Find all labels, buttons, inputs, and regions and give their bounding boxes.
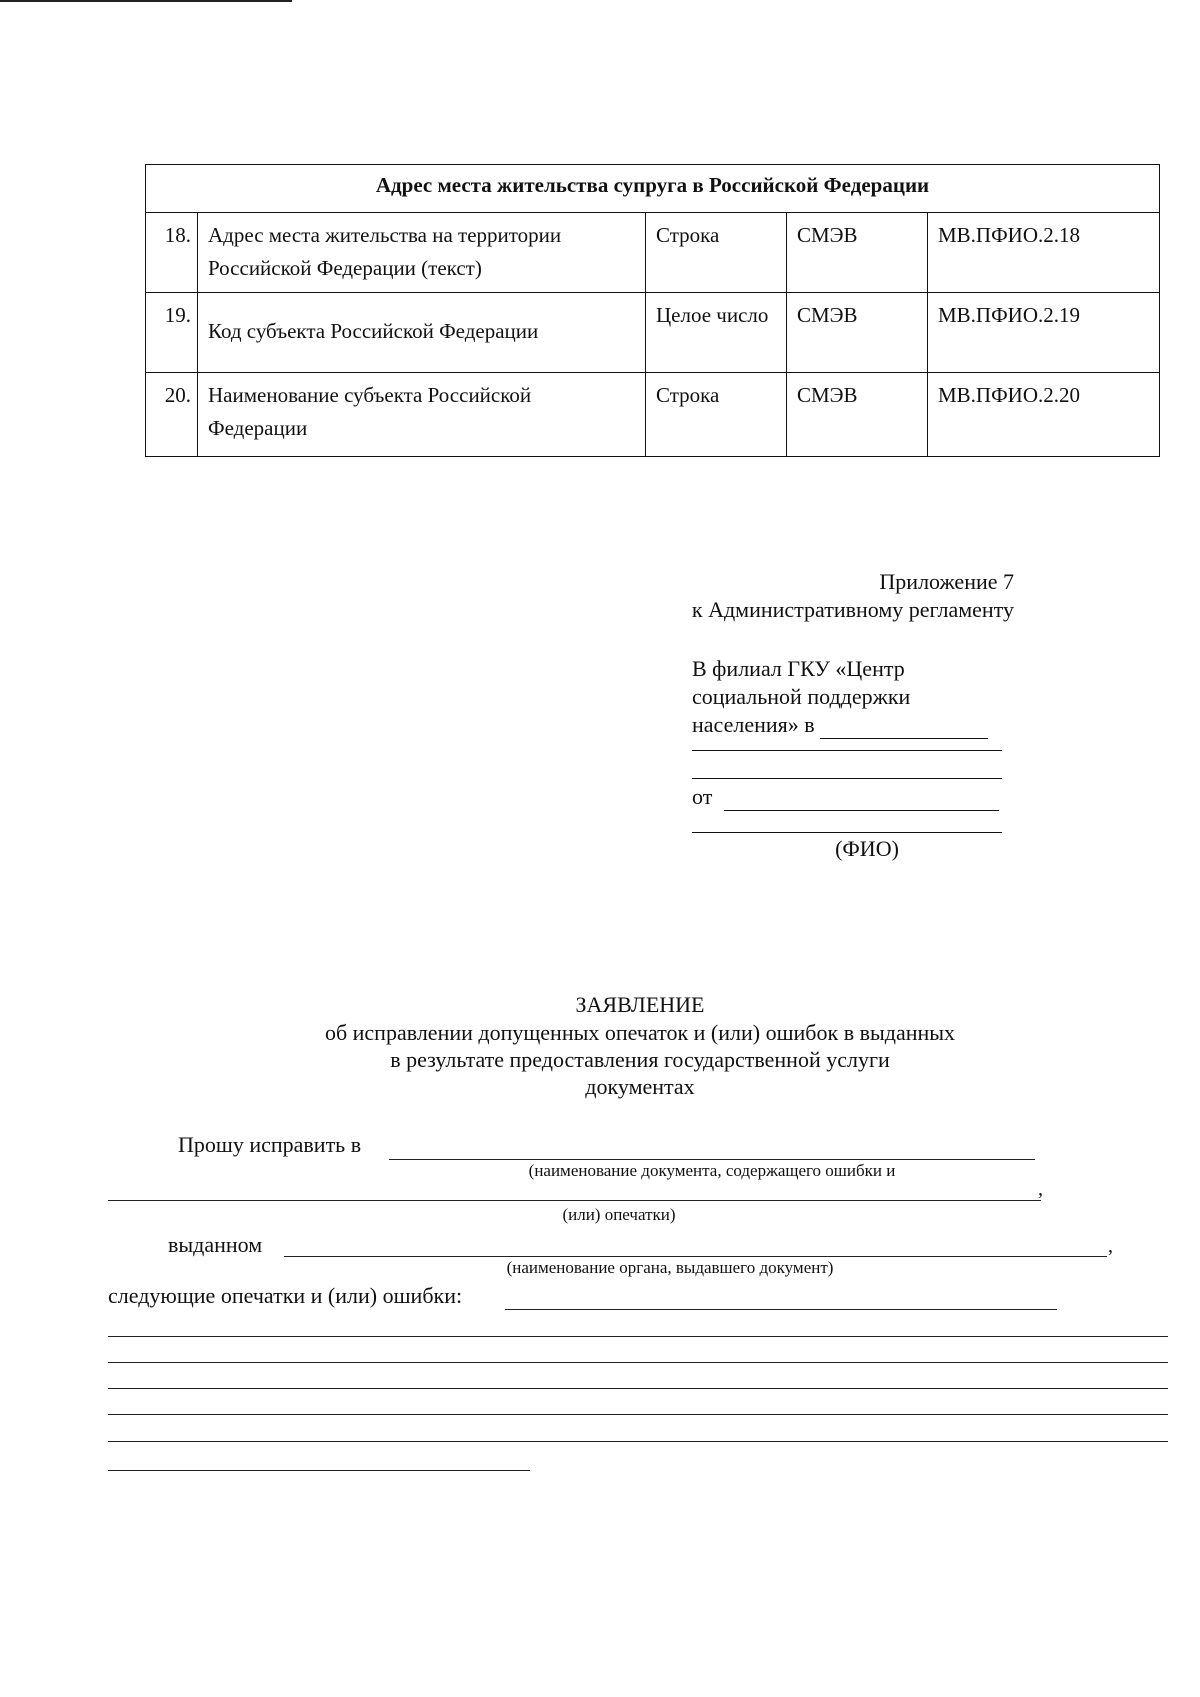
addressee-line-1: В филиал ГКУ «Центр — [692, 656, 905, 681]
table-header: Адрес места жительства супруга в Российской Федерации — [146, 165, 1160, 213]
errors-field-line[interactable] — [108, 1414, 1168, 1415]
scan-edge-top — [0, 0, 292, 2]
errors-label: следующие опечатки и (или) ошибки: — [108, 1283, 463, 1308]
issuing-organ-hint: (наименование органа, выдавшего документ) — [506, 1258, 834, 1277]
row-type: Целое число — [646, 293, 787, 373]
row-type: Строка — [646, 213, 787, 293]
comma-1: , — [1038, 1178, 1043, 1200]
from-label: от — [692, 784, 713, 809]
row-name: Код субъекта Российской Федерации — [198, 293, 646, 373]
row-code: МВ.ПФИО.2.20 — [928, 373, 1160, 457]
branch-city-field[interactable] — [820, 716, 988, 739]
fio-caption: (ФИО) — [835, 836, 899, 861]
table-header-row — [146, 165, 1160, 213]
document-name-hint-2: (или) опечатки) — [562, 1205, 676, 1224]
errors-field-line[interactable] — [108, 1388, 1168, 1389]
addressee-line-3 — [692, 711, 1012, 739]
appendix-reference: к Административному регламенту — [691, 597, 1014, 622]
errors-field-last[interactable] — [108, 1470, 530, 1471]
row-code: МВ.ПФИО.2.19 — [928, 293, 1160, 373]
issuing-organ-field[interactable] — [284, 1256, 1107, 1257]
applicant-name-line-2[interactable] — [692, 831, 1002, 833]
issued-label: выданном — [168, 1232, 263, 1257]
errors-field-line[interactable] — [108, 1336, 1168, 1337]
errors-field-first[interactable] — [505, 1309, 1057, 1310]
addressee-blank-line[interactable] — [692, 749, 1002, 751]
document-name-field[interactable] — [389, 1159, 1035, 1160]
document-name-hint-1: (наименование документа, содержащего ошибки и — [528, 1161, 896, 1180]
row-source: СМЭВ — [787, 293, 928, 373]
row-name: Адрес места жительства на территории Российской Федерации (текст) — [198, 213, 646, 293]
statement-subtitle-2: в результате предоставления государственной услуги — [390, 1047, 890, 1072]
request-label: Прошу исправить в — [178, 1132, 362, 1157]
row-number: 18. — [146, 213, 198, 293]
appendix-number: Приложение 7 — [879, 569, 1014, 594]
addressee-line-3-text: населения» в — [692, 712, 815, 737]
row-code: МВ.ПФИО.2.18 — [928, 213, 1160, 293]
statement-subtitle-3: документах — [585, 1074, 695, 1099]
statement-subtitle-1: об исправлении допущенных опечаток и (или) ошибок в выданных — [324, 1020, 956, 1045]
appendix-heading — [692, 568, 1014, 624]
table-row — [146, 213, 1160, 293]
addressee-line-2: социальной поддержки — [692, 684, 911, 709]
addressee-block — [692, 655, 1012, 863]
statement-title: ЗАЯВЛЕНИЕ — [575, 992, 705, 1017]
row-type: Строка — [646, 373, 787, 457]
row-number: 19. — [146, 293, 198, 373]
row-source: СМЭВ — [787, 373, 928, 457]
errors-field-line[interactable] — [108, 1362, 1168, 1363]
row-name: Наименование субъекта Российской Федерации — [198, 373, 646, 457]
fields-table — [145, 164, 1160, 457]
row-number: 20. — [146, 373, 198, 457]
errors-field-line[interactable] — [108, 1441, 1168, 1442]
row-source: СМЭВ — [787, 213, 928, 293]
comma-2: , — [1108, 1235, 1113, 1257]
document-name-field-2[interactable] — [108, 1200, 1041, 1201]
table-row — [146, 293, 1160, 373]
applicant-from-line — [692, 783, 1012, 811]
addressee-blank-line[interactable] — [692, 777, 1002, 779]
table-row — [146, 373, 1160, 457]
applicant-name-field[interactable] — [724, 788, 999, 811]
